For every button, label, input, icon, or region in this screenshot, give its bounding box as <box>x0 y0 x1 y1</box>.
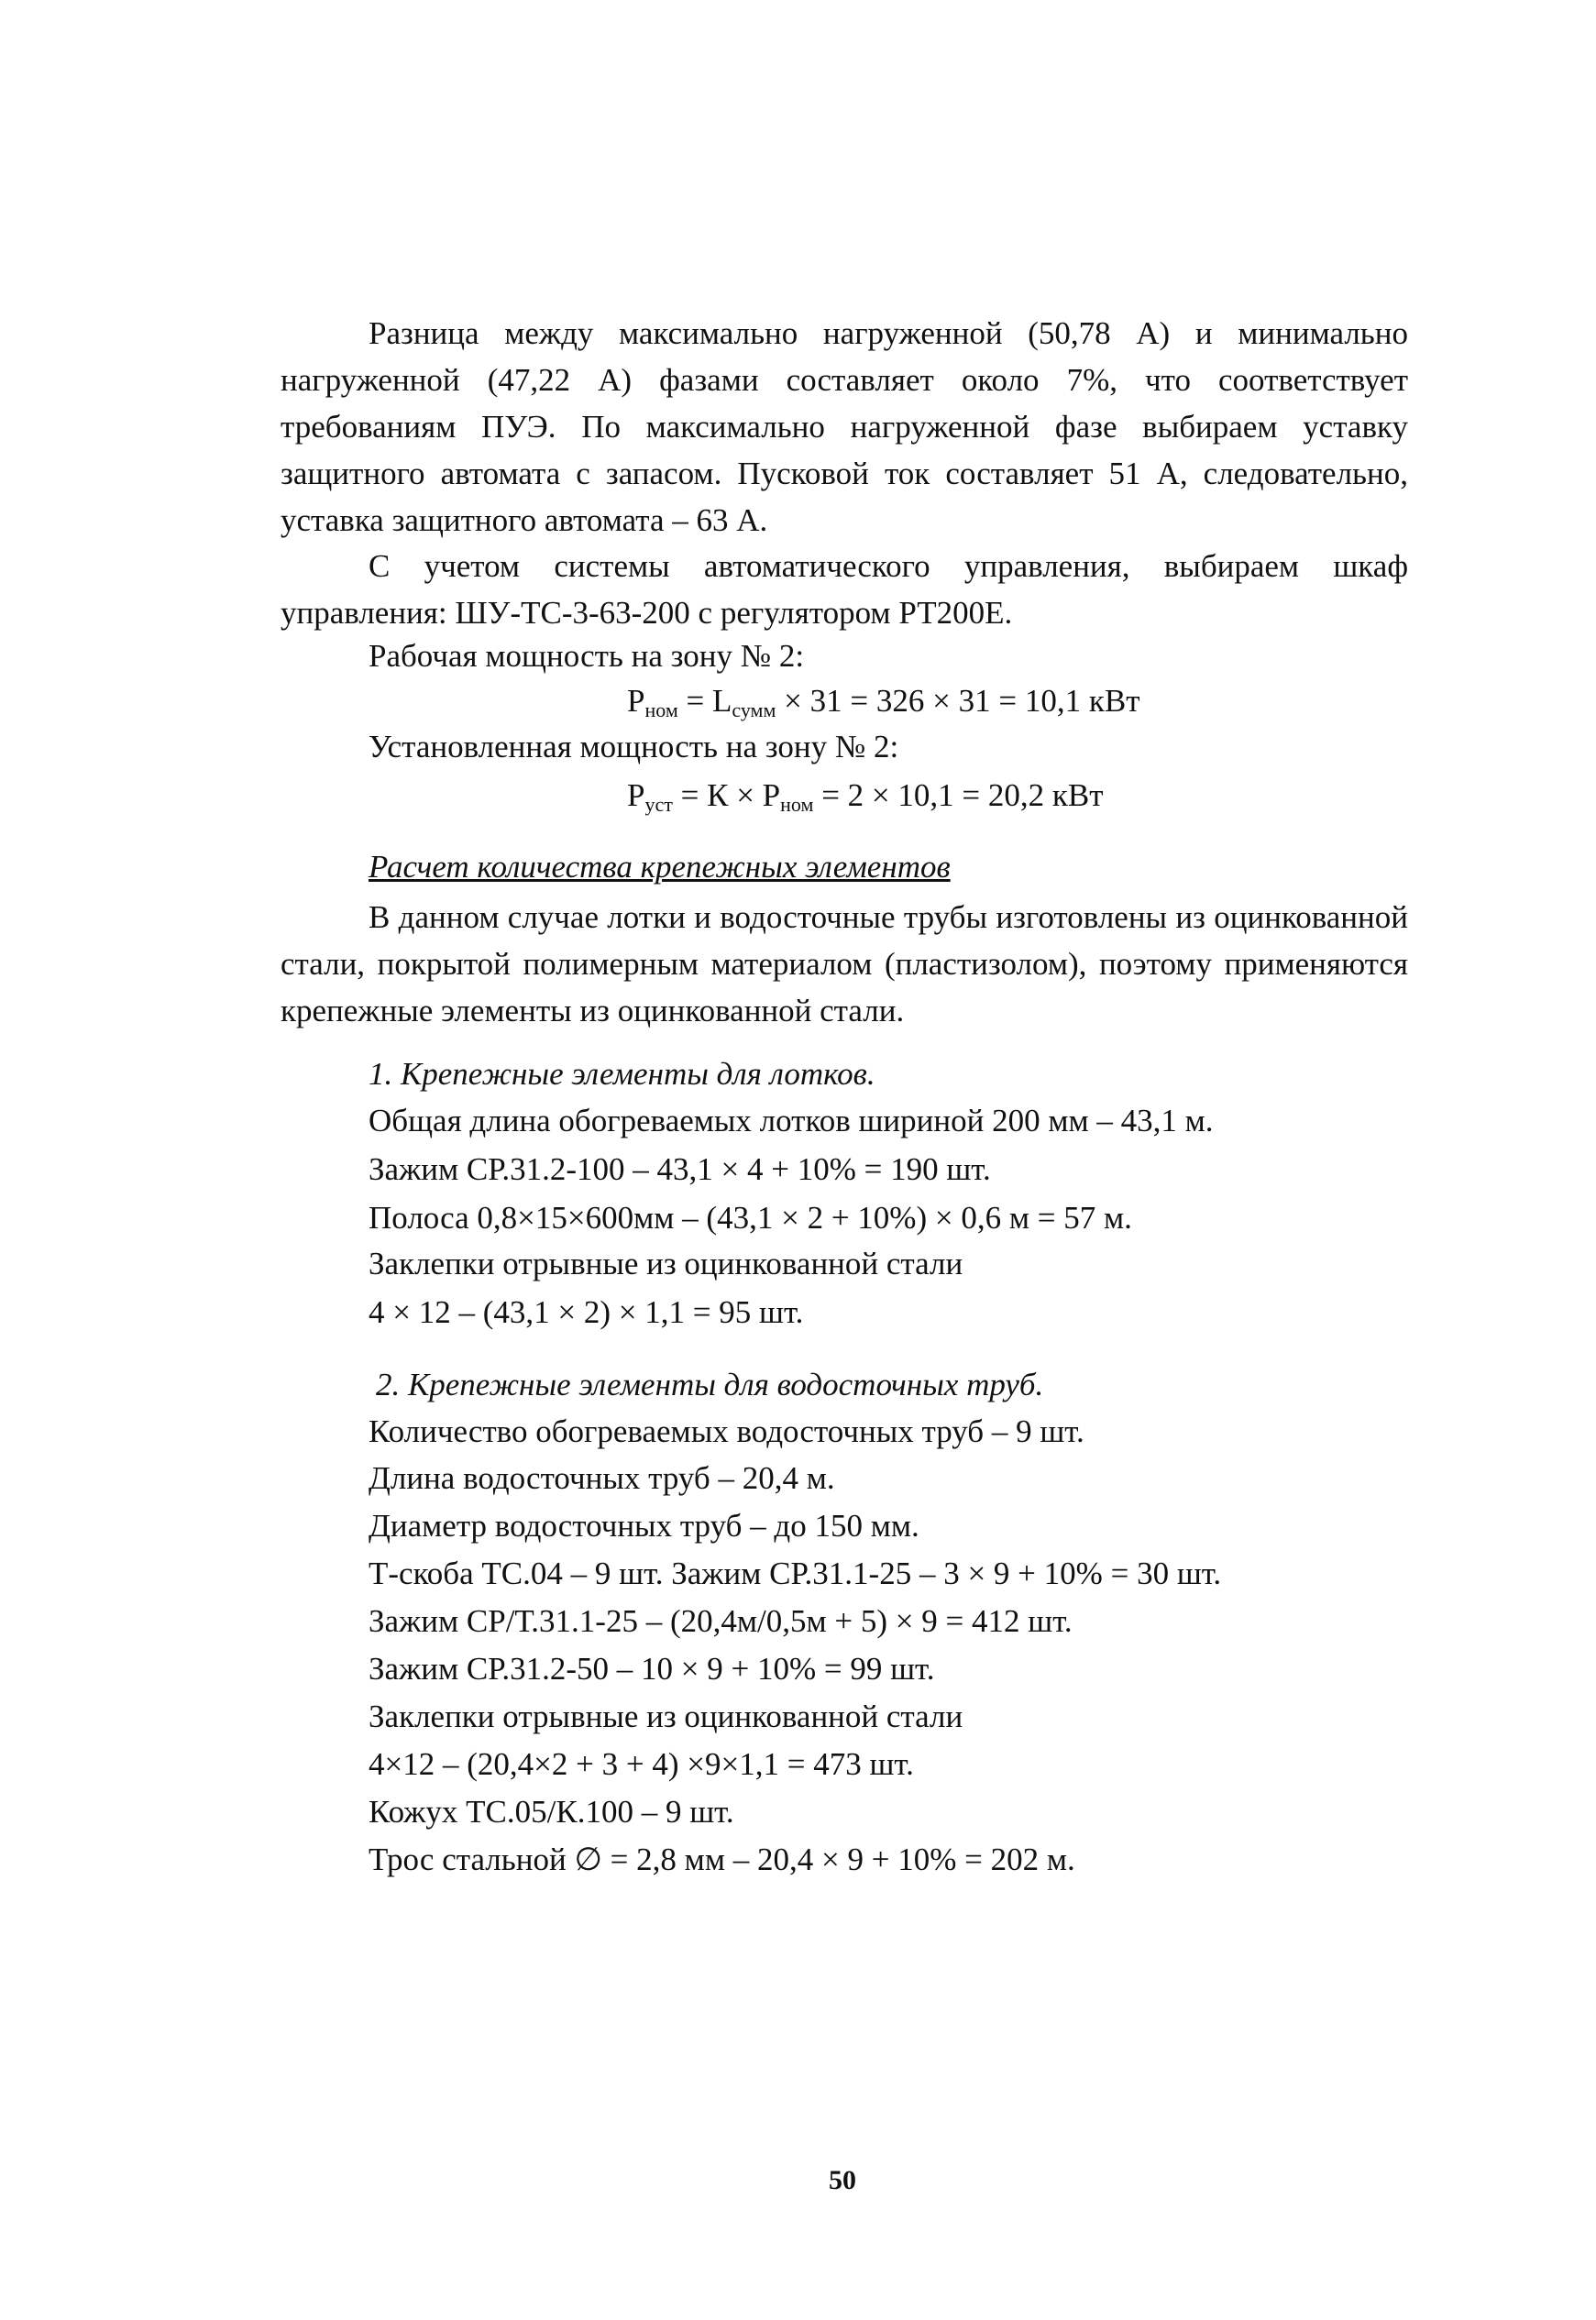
paragraph-materials <box>281 894 1408 1034</box>
list-item: Общая длина обогреваемых лотков шириной 200 мм – 43,1 м. <box>369 1103 1214 1138</box>
formula-subscript: ном <box>644 698 678 721</box>
formula-installed-power <box>627 777 1104 817</box>
list-item: Зажим СР.31.2-50 – 10 × 9 + 10% = 99 шт. <box>369 1651 935 1687</box>
list-item: 4×12 – (20,4×2 + 3 + 4) ×9×1,1 = 473 шт. <box>369 1746 914 1782</box>
formula-part: = К × P <box>672 777 781 813</box>
list-item: Трос стальной ∅ = 2,8 мм – 20,4 × 9 + 10% = 202 м. <box>369 1842 1075 1877</box>
list-item: Длина водосточных труб – 20,4 м. <box>369 1460 835 1496</box>
formula-subscript: уст <box>644 793 673 816</box>
subsection-heading-trays: 1. Крепежные элементы для лотков. <box>369 1056 875 1092</box>
list-item: Зажим СР/Т.31.1-25 – (20,4м/0,5м + 5) × 9 = 412 шт. <box>369 1603 1073 1639</box>
list-item: Т-скоба ТС.04 – 9 шт. Зажим СР.31.1-25 – 3 × 9 + 10% = 30 шт. <box>369 1556 1222 1591</box>
list-item: Зажим СР.31.2-100 – 43,1 × 4 + 10% = 190 шт. <box>369 1151 991 1187</box>
formula-subscript: сумм <box>732 698 776 721</box>
paragraph-phase-difference <box>281 310 1408 544</box>
list-item: Заклепки отрывные из оцинкованной стали <box>369 1246 963 1281</box>
list-item: Диаметр водосточных труб – до 150 мм. <box>369 1508 919 1544</box>
page-number: 50 <box>829 2165 856 2195</box>
paragraph-text: Разница между максимально нагруженной (50,78 А) и минимально нагруженной (47,22 А) фазами составляет около 7%, что соответствует требованиям ПУЭ. По максимально нагруженной фазе выбираем уставку защитного автомата с запасом. Пусковой ток составляет 51 А, следовательно, уставка защитного автомата – 63 А. <box>281 315 1408 538</box>
paragraph-text: С учетом системы автоматического управления, выбираем шкаф управления: ШУ-ТС-3-63-200 с регулятором РТ200Е. <box>281 548 1408 631</box>
formula-symbol: P <box>627 683 645 719</box>
section-heading: Расчет количества крепежных элементов <box>369 849 951 885</box>
list-item: 4 × 12 – (43,1 × 2) × 1,1 = 95 шт. <box>369 1294 804 1330</box>
list-item: Заклепки отрывные из оцинкованной стали <box>369 1699 963 1734</box>
formula-work-power <box>627 683 1140 722</box>
formula-symbol: P <box>627 777 645 813</box>
list-item: Кожух ТС.05/К.100 – 9 шт. <box>369 1794 734 1830</box>
subsection-heading-pipes: 2. Крепежные элементы для водосточных труб. <box>376 1367 1044 1402</box>
work-power-label: Рабочая мощность на зону № 2: <box>369 638 805 674</box>
list-item: Количество обогреваемых водосточных труб – 9 шт. <box>369 1413 1084 1449</box>
formula-part: = 2 × 10,1 = 20,2 кВт <box>813 777 1104 813</box>
formula-part: × 31 = 326 × 31 = 10,1 кВт <box>776 683 1140 719</box>
paragraph-control-cabinet <box>281 543 1408 636</box>
formula-subscript: ном <box>780 793 814 816</box>
installed-power-label: Установленная мощность на зону № 2: <box>369 729 899 764</box>
paragraph-text: В данном случае лотки и водосточные трубы изготовлены из оцинкованной стали, покрытой полимерным материалом (пластизолом), поэтому применяются крепежные элементы из оцинкованной стали. <box>281 899 1408 1028</box>
list-item: Полоса 0,8×15×600мм – (43,1 × 2 + 10%) × 0,6 м = 57 м. <box>369 1200 1132 1236</box>
formula-part: = L <box>677 683 732 719</box>
